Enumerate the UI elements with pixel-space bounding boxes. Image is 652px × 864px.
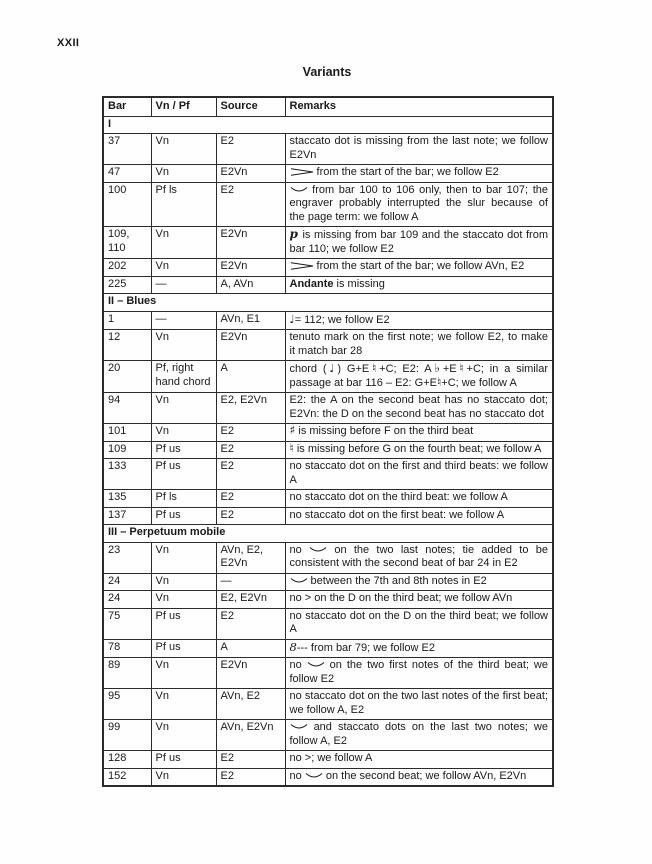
table-row: [103, 424, 553, 442]
part-cell: Vn: [151, 424, 216, 442]
table-row: [103, 608, 553, 639]
part-cell: Vn: [151, 720, 216, 751]
remarks-cell: Andante is missing: [285, 276, 553, 294]
natural-symbol: ♮: [456, 361, 467, 375]
part-cell: Pf ls: [151, 182, 216, 227]
source-cell: E2: [216, 441, 285, 459]
bar-cell: 109, 110: [103, 227, 151, 259]
bar-cell: 133: [103, 459, 151, 490]
bar-cell: 225: [103, 276, 151, 294]
source-cell: E2: [216, 424, 285, 442]
table-row: [103, 507, 553, 525]
part-cell: Vn: [151, 573, 216, 591]
source-cell: AVn, E2Vn: [216, 720, 285, 751]
bar-cell: 109: [103, 441, 151, 459]
remarks-cell: no on the second beat; we follow AVn, E2Vn: [285, 768, 553, 786]
col-header-bar: Bar: [103, 97, 151, 116]
source-cell: E2: [216, 608, 285, 639]
table-row: [103, 490, 553, 508]
part-cell: Pf, right hand chord: [151, 361, 216, 393]
remarks-cell: no staccato dot on the first and third beats: we follow A: [285, 459, 553, 490]
part-cell: Vn: [151, 259, 216, 277]
table-row: [103, 182, 553, 227]
table-row: [103, 768, 553, 786]
source-cell: A: [216, 361, 285, 393]
col-header-source: Source: [216, 97, 285, 116]
source-cell: E2: [216, 134, 285, 165]
table-row: [103, 276, 553, 294]
table-row: [103, 573, 553, 591]
remarks-cell: and staccato dots on the last two notes; we follow A, E2: [285, 720, 553, 751]
part-cell: —: [151, 311, 216, 330]
table-row: [103, 393, 553, 424]
remarks-cell: no staccato dot on the two last notes of the first beat; we follow A, E2: [285, 689, 553, 720]
col-header-remarks: Remarks: [285, 97, 553, 116]
bar-cell: 135: [103, 490, 151, 508]
table-row: [103, 720, 553, 751]
part-cell: Vn: [151, 689, 216, 720]
section-row: [103, 525, 553, 543]
remarks-cell: from the start of the bar; we follow AVn, E2: [285, 259, 553, 277]
table-row: [103, 227, 553, 259]
table-row: [103, 459, 553, 490]
bar-cell: 152: [103, 768, 151, 786]
decrescendo-hairpin-icon: [290, 168, 314, 176]
bar-cell: 94: [103, 393, 151, 424]
bar-cell: 100: [103, 182, 151, 227]
part-cell: Pf us: [151, 639, 216, 658]
part-cell: Pf us: [151, 441, 216, 459]
bar-cell: 23: [103, 542, 151, 573]
bar-cell: 47: [103, 165, 151, 183]
table-row: [103, 639, 553, 658]
remarks-cell: staccato dot is missing from the last note; we follow E2Vn: [285, 134, 553, 165]
flat-symbol: ♭: [431, 361, 443, 375]
source-cell: E2Vn: [216, 259, 285, 277]
ottava-symbol: 8---: [289, 639, 308, 654]
page-number: XXII: [57, 37, 80, 49]
remarks-cell: no staccato dot on the first beat: we follow A: [285, 507, 553, 525]
natural-symbol: ♮: [289, 441, 294, 455]
section-label: III – Perpetuum mobile: [103, 525, 553, 543]
table-row: [103, 165, 553, 183]
remarks-cell: no > on the D on the third beat; we follow AVn: [285, 591, 553, 609]
decrescendo-hairpin-icon: [290, 262, 314, 270]
part-cell: Pf us: [151, 608, 216, 639]
table-row: [103, 689, 553, 720]
remarks-cell: no staccato dot on the D on the third beat; we follow A: [285, 608, 553, 639]
remarks-cell: ♩= 112; we follow E2: [285, 311, 553, 330]
section-label: I: [103, 116, 553, 134]
source-cell: —: [216, 573, 285, 591]
table-row: [103, 134, 553, 165]
source-cell: E2: [216, 768, 285, 786]
remarks-cell: from bar 100 to 106 only, then to bar 107; the engraver probably interrupted the slur because of the page term: we follow A: [285, 182, 553, 227]
quarter-note-symbol: ♩: [289, 312, 295, 326]
remarks-cell: no staccato dot on the third beat: we follow A: [285, 490, 553, 508]
remarks-cell: no on the two last notes; tie added to be consistent with the second beat of bar 24 in E2: [285, 542, 553, 573]
source-cell: AVn, E2: [216, 689, 285, 720]
accent-symbol: >: [304, 752, 312, 764]
source-cell: E2Vn: [216, 330, 285, 361]
source-cell: E2, E2Vn: [216, 591, 285, 609]
source-cell: E2: [216, 182, 285, 227]
part-cell: Vn: [151, 591, 216, 609]
slur-icon: [290, 723, 308, 730]
source-cell: E2: [216, 507, 285, 525]
bar-cell: 101: [103, 424, 151, 442]
part-cell: Pf us: [151, 507, 216, 525]
slur-icon: [305, 772, 323, 779]
bar-cell: 78: [103, 639, 151, 658]
bar-cell: 99: [103, 720, 151, 751]
bar-cell: 202: [103, 259, 151, 277]
remarks-cell: from the start of the bar; we follow E2: [285, 165, 553, 183]
table-row: [103, 542, 553, 573]
slur-icon: [290, 186, 308, 193]
section-label: II – Blues: [103, 294, 553, 312]
part-cell: Pf us: [151, 751, 216, 769]
table-row: [103, 441, 553, 459]
source-cell: E2Vn: [216, 227, 285, 259]
slur-icon: [290, 577, 308, 584]
source-cell: E2, E2Vn: [216, 393, 285, 424]
remarks-cell: ♯ is missing before F on the third beat: [285, 424, 553, 442]
part-cell: Pf us: [151, 459, 216, 490]
table-row: [103, 259, 553, 277]
table-row: [103, 361, 553, 393]
slur-icon: [307, 661, 325, 668]
source-cell: E2: [216, 490, 285, 508]
natural-symbol: ♮: [436, 374, 442, 389]
part-cell: Pf ls: [151, 490, 216, 508]
bar-cell: 20: [103, 361, 151, 393]
remarks-cell: ♮ is missing before G on the fourth beat; we follow A: [285, 441, 553, 459]
part-cell: Vn: [151, 330, 216, 361]
slur-icon: [309, 546, 327, 553]
source-cell: AVn, E2, E2Vn: [216, 542, 285, 573]
bar-cell: 24: [103, 573, 151, 591]
source-cell: E2Vn: [216, 165, 285, 183]
remarks-cell: E2: the A on the second beat has no staccato dot; E2Vn: the D on the second beat has no staccato dot: [285, 393, 553, 424]
remarks-cell: no >; we follow A: [285, 751, 553, 769]
remarks-cell: tenuto mark on the first note; we follow E2, to make it match bar 28: [285, 330, 553, 361]
remarks-cell: between the 7th and 8th notes in E2: [285, 573, 553, 591]
bar-cell: 1: [103, 311, 151, 330]
source-cell: E2Vn: [216, 658, 285, 689]
variants-table: [102, 96, 554, 787]
col-header-part: Vn / Pf: [151, 97, 216, 116]
bar-cell: 75: [103, 608, 151, 639]
table-row: [103, 751, 553, 769]
header-row: [103, 97, 553, 116]
part-cell: Vn: [151, 134, 216, 165]
bar-cell: 24: [103, 591, 151, 609]
source-cell: AVn, E1: [216, 311, 285, 330]
accent-symbol: >: [304, 592, 312, 604]
quarter-note-symbol: ♩: [326, 362, 338, 375]
part-cell: Vn: [151, 165, 216, 183]
remarks-cell: 8--- from bar 79; we follow E2: [285, 639, 553, 658]
table-row: [103, 591, 553, 609]
piano-dynamic-symbol: p: [289, 227, 298, 241]
remarks-cell: chord (♩) G+E♮+C; E2: A♭+E♮+C; in a similar passage at bar 116 – E2: G+E♮+C; we follow A: [285, 361, 553, 393]
remarks-cell: p is missing from bar 109 and the staccato dot from bar 110; we follow E2: [285, 227, 553, 259]
source-cell: A, AVn: [216, 276, 285, 294]
bar-cell: 89: [103, 658, 151, 689]
section-row: [103, 294, 553, 312]
source-cell: E2: [216, 459, 285, 490]
bar-cell: 137: [103, 507, 151, 525]
remarks-cell: no on the two first notes of the third beat; we follow E2: [285, 658, 553, 689]
part-cell: Vn: [151, 393, 216, 424]
natural-symbol: ♮: [369, 361, 380, 375]
source-cell: A: [216, 639, 285, 658]
bar-cell: 12: [103, 330, 151, 361]
part-cell: Vn: [151, 658, 216, 689]
part-cell: Vn: [151, 227, 216, 259]
sharp-symbol: ♯: [289, 423, 296, 437]
section-row: [103, 116, 553, 134]
table-row: [103, 658, 553, 689]
table-row: [103, 330, 553, 361]
part-cell: Vn: [151, 542, 216, 573]
source-cell: E2: [216, 751, 285, 769]
part-cell: —: [151, 276, 216, 294]
part-cell: Vn: [151, 768, 216, 786]
bar-cell: 37: [103, 134, 151, 165]
page-title: Variants: [302, 65, 352, 79]
bar-cell: 95: [103, 689, 151, 720]
bar-cell: 128: [103, 751, 151, 769]
table-row: [103, 311, 553, 330]
